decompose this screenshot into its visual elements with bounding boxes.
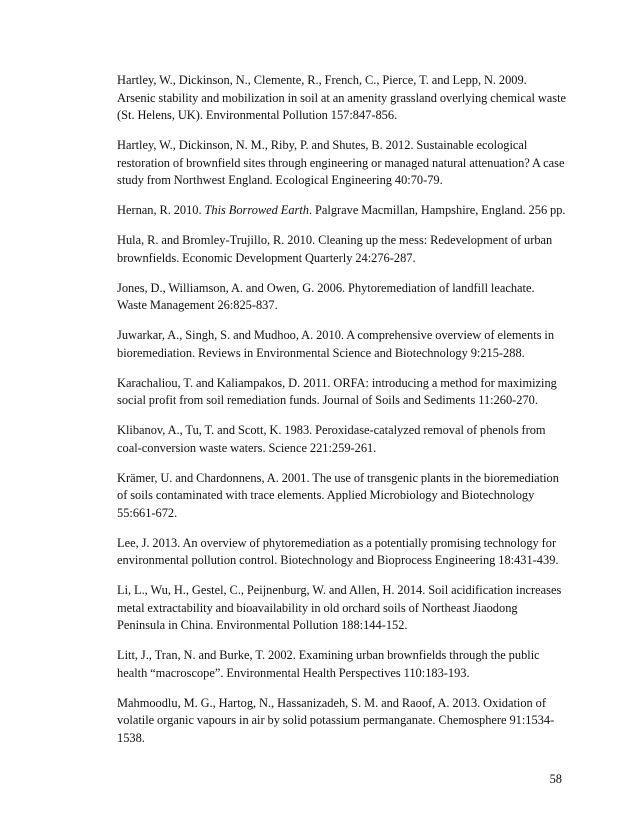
reference-entry: Jones, D., Williamson, A. and Owen, G. 2006. Phytoremediation of landfill leachate. Waste Management 26:825-837. [117, 280, 535, 312]
reference-entry: Juwarkar, A., Singh, S. and Mudhoo, A. 2010. A comprehensive overview of elements in bioremediation. Reviews in Environmental Science and Biotechnology 9:215-288. [117, 328, 555, 360]
reference-entry: Hartley, W., Dickinson, N., Clemente, R., French, C., Pierce, T. and Lepp, N. 2009. Arsenic stability and mobilization in soil at an amenity grassland overlying chemical waste (St. Helens, UK). Environmental Pollution 157:847-856. [117, 73, 567, 122]
reference-entry: Krämer, U. and Chardonnens, A. 2001. The use of transgenic plants in the bioremediation of soils contaminated with trace elements. Applied Microbiology and Biotechnology 55:661-672. [117, 470, 559, 520]
reference-entry: Mahmoodlu, M. G., Hartog, N., Hassanizadeh, S. M. and Raoof, A. 2013. Oxidation of volatile organic vapours in air by solid potassium permanganate. Chemosphere 91:1534-1538. [117, 695, 555, 745]
page-number: 58 [549, 772, 562, 786]
reference-entry: Klibanov, A., Tu, T. and Scott, K. 1983. Peroxidase-catalyzed removal of phenols from coal-conversion waste waters. Science 221:259-261. [117, 423, 546, 455]
reference-entry: Hartley, W., Dickinson, N. M., Riby, P. and Shutes, B. 2012. Sustainable ecological restoration of brownfield sites through engineering or managed natural attenuation? A case study from Northwest England. Ecological Engineering 40:70-79. [117, 138, 565, 187]
book-title: This Borrowed Earth [204, 203, 309, 217]
reference-entry: Li, L., Wu, H., Gestel, C., Peijnenburg, W. and Allen, H. 2014. Soil acidification increases metal extractability and bioavailability in old orchard soils of Northeast Jiaodong Peninsula in China. Environmental Pollution 188:144-152. [117, 583, 562, 632]
reference-entry: Karachaliou, T. and Kaliampakos, D. 2011. ORFA: introducing a method for maximizing social profit from soil remediation funds. Journal of Soils and Sediments 11:260-270. [117, 375, 557, 407]
reference-list [117, 72, 567, 760]
reference-entry: Hula, R. and Bromley-Trujillo, R. 2010. Cleaning up the mess: Redevelopment of urban brownfields. Economic Development Quarterly 24:276-287. [117, 233, 553, 265]
reference-text: Hernan, R. 2010. [117, 203, 205, 217]
reference-entry [117, 202, 567, 220]
reference-entry: Lee, J. 2013. An overview of phytoremediation as a potentially promising technology for environmental pollution control. Biotechnology and Bioprocess Engineering 18:431-439. [117, 535, 559, 567]
reference-entry: Litt, J., Tran, N. and Burke, T. 2002. Examining urban brownfields through the public health “macroscope”. Environmental Health Perspectives 110:183-193. [117, 648, 540, 680]
reference-text: . Palgrave Macmillan, Hampshire, England. 256 pp. [308, 203, 566, 217]
